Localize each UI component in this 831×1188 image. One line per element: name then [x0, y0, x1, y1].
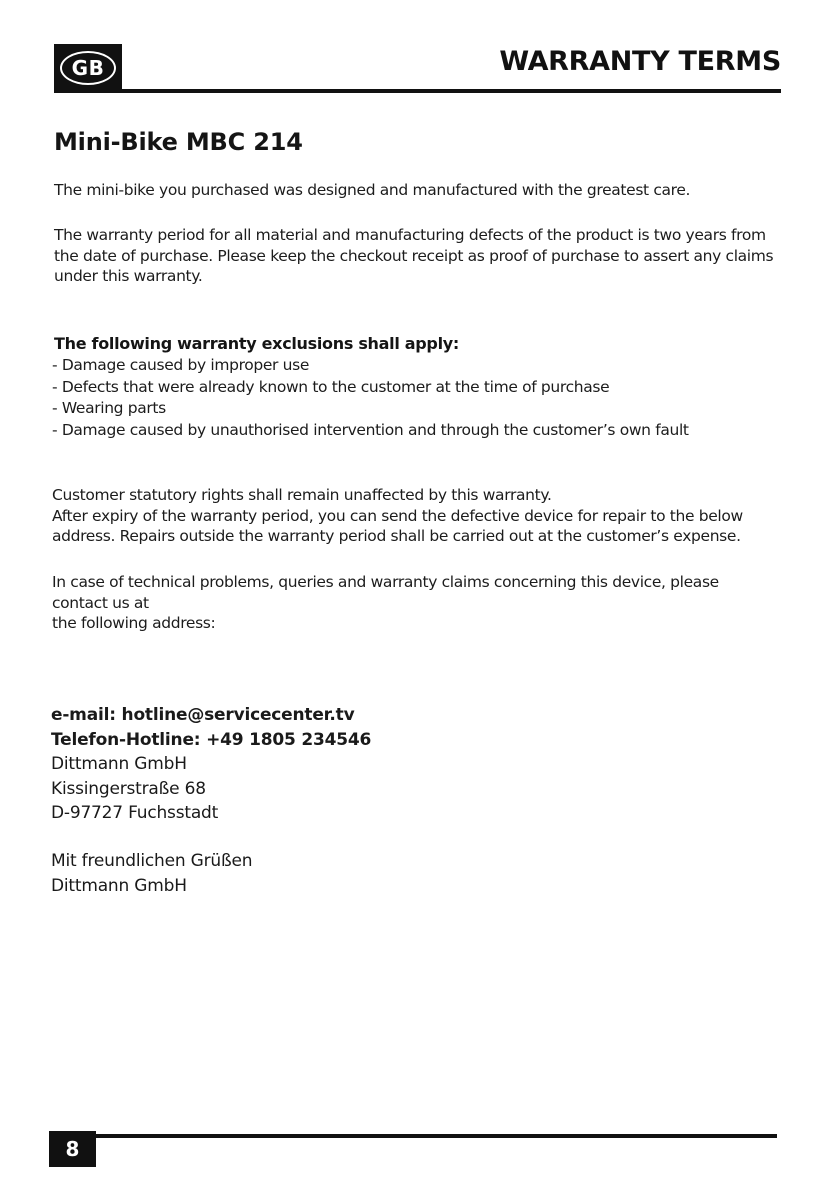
contact-address-line: the following address: — [52, 614, 216, 632]
warranty-period-paragraph: The warranty period for all material and manufacturing defects of the product is two years from the date of purchase. Please keep the checkout receipt as proof of purchase to assert any claims under this warranty. — [54, 226, 774, 285]
exclusion-item: - Defects that were already known to the customer at the time of purchase — [52, 377, 689, 399]
exclusion-item: - Damage caused by unauthorised intervention and through the customer’s own fault — [52, 420, 689, 442]
product-title: Mini-Bike MBC 214 — [54, 128, 303, 156]
statutory-rights-line: Customer statutory rights shall remain unaffected by this warranty. — [52, 486, 552, 504]
email-line: e-mail: hotline@servicecenter.tv — [51, 705, 355, 725]
exclusion-item: - Wearing parts — [52, 398, 689, 420]
statutory-rights-paragraph — [52, 485, 772, 547]
company-name: Dittmann GmbH — [51, 754, 187, 774]
closing-block — [51, 849, 252, 898]
city-address: D-97727 Fuchsstadt — [51, 803, 219, 823]
closing-greeting: Mit freundlichen Grüßen — [51, 851, 253, 871]
street-address: Kissingerstraße 68 — [51, 778, 206, 799]
repair-after-expiry-line: After expiry of the warranty period, you can send the defective device for repair to the below address. Repairs outside the warranty period shall be carried out at the customer’s expense. — [52, 506, 743, 545]
language-badge — [54, 44, 122, 90]
contact-intro-line: In case of technical problems, queries and warranty claims concerning this device, please contact us at — [52, 573, 719, 612]
page-number: 8 — [49, 1131, 96, 1167]
page-header-title: WARRANTY TERMS — [499, 46, 781, 77]
closing-company: Dittmann GmbH — [51, 875, 187, 896]
header-divider — [54, 89, 781, 93]
intro-paragraph: The mini-bike you purchased was designed and manufactured with the greatest care. — [54, 181, 691, 199]
contact-paragraph — [52, 572, 772, 634]
contact-block — [51, 703, 371, 826]
exclusion-item: - Damage caused by improper use — [52, 355, 689, 377]
language-badge-label: GB — [60, 51, 116, 85]
hotline-line: Telefon-Hotline: +49 1805 234546 — [51, 729, 372, 750]
exclusions-list — [52, 355, 689, 441]
exclusions-heading: The following warranty exclusions shall apply: — [54, 334, 459, 353]
footer-divider — [96, 1134, 777, 1138]
